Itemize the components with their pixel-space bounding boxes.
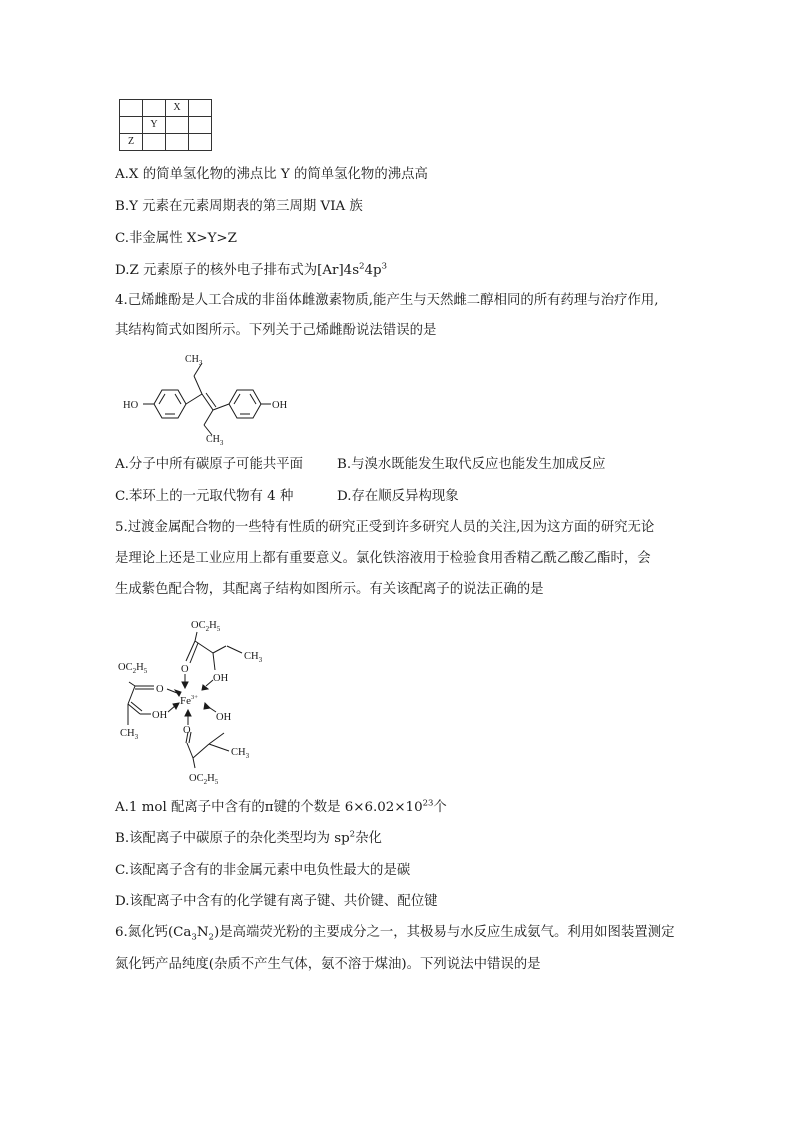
alkene-bond: [202, 394, 213, 410]
q5-option-a-exp: 23: [422, 798, 434, 809]
q5-o-bottom: O: [183, 725, 191, 736]
q5-oc2h5-top: $OC_2H_5$: [191, 620, 221, 633]
q4-bonds: [143, 363, 271, 435]
q3-option-b: B.Y 元素在元素周期表的第三周期 VIA 族: [115, 199, 363, 214]
q6-stem-sub2: 2: [208, 932, 214, 943]
grid-cell: [120, 117, 143, 134]
q4-option-d: D.存在顺反异构现象: [337, 489, 459, 504]
q4-ch3-bottom-label: $CH_3$: [206, 434, 224, 445]
right-ring-inner-bond: [234, 394, 240, 404]
q5-oc2h5-bottom: $OC_2H_5$: [189, 773, 219, 786]
q5-option-d: D.该配离子中含有的化学键有离子键、共价键、配位键: [115, 894, 438, 909]
q3-option-d-text: D.Z 元素原子的核外电子排布式为[Ar]4s: [115, 263, 360, 278]
q5-option-a-post: 个: [433, 800, 447, 815]
q6-stem-sub1: 3: [191, 932, 197, 943]
q5-oh-left: OH: [152, 710, 168, 721]
q4-option-b: B.与溴水既能发生取代反应也能发生加成反应: [337, 457, 606, 472]
q4-ch3-top-label: $CH_3$: [185, 354, 203, 367]
q5-option-a-pi: π: [264, 800, 274, 815]
q5-option-b-post: 杂化: [355, 831, 382, 846]
q6-stem-line1: [115, 924, 674, 942]
q5-o-left: O: [156, 684, 164, 695]
left-chain-bond: [128, 686, 135, 704]
q5-structure-diagram: [113, 608, 293, 790]
periodic-table-grid: [119, 99, 212, 151]
q4-stem-line1: 4.己烯雌酚是人工合成的非甾体雌激素物质,能产生与天然雌二醇相同的所有药理与治疗作用,: [115, 293, 659, 308]
top-co-bond-2: [190, 643, 198, 663]
q5-stem-line2: 是理论上还是工业应用上都有重要意义。氯化铁溶液用于检验食用香精乙酰乙酸乙酯时，会: [115, 551, 651, 566]
coord-arrow-head: [182, 682, 188, 688]
grid-cell: [143, 134, 166, 151]
q4-option-a: A.分子中所有碳原子可能共平面: [115, 457, 304, 472]
grid-cell: [166, 117, 189, 134]
grid-cell: [166, 134, 189, 151]
coord-arrow-head: [202, 685, 208, 690]
q4-ho-label: HO: [123, 400, 139, 411]
grid-cell: Y: [143, 117, 166, 134]
q5-option-b: [115, 830, 382, 848]
q5-ch3-bottom: $CH_3$: [231, 747, 250, 760]
right-ring-inner-bond: [250, 394, 256, 404]
bottom-ethyl-bond: [204, 410, 213, 425]
q5-option-b-pre: B.该配离子中碳原子的杂化类型均为 sp: [115, 831, 350, 846]
coord-arrow-head: [204, 703, 210, 709]
q5-option-c: C.该配离子含有的非金属元素中电负性最大的是碳: [115, 863, 411, 878]
grid-cell: X: [166, 100, 189, 117]
left-chain-bond-2: [128, 704, 140, 714]
q5-oh-top: OH: [213, 673, 229, 684]
left-chain-bond-3: [131, 702, 142, 711]
coord-arrow-head: [173, 703, 179, 709]
top-chain-bond-2: [213, 646, 226, 653]
q4-stem-line2: 其结构简式如图所示。下列关于己烯雌酚说法错误的是: [115, 323, 437, 338]
top-ch3-bond: [227, 646, 242, 653]
top-oet-bond: [195, 632, 197, 641]
q4-options-row2: [115, 488, 459, 506]
q4-option-c: C.苯环上的一元取代物有 4 种: [115, 489, 294, 504]
q5-oh-bottom: OH: [216, 712, 232, 723]
grid-row: [120, 134, 212, 151]
q5-o-top: O: [181, 664, 189, 675]
coord-arrow-head: [185, 710, 191, 716]
q4-options-row1: [115, 456, 606, 474]
grid-row: [120, 117, 212, 134]
left-ring-inner-bond: [159, 394, 165, 404]
q3-option-d-sup1: 2: [359, 261, 365, 272]
q3-option-d: [115, 262, 387, 280]
grid-cell: [189, 134, 212, 151]
q5-ch3-left: $CH_3$: [120, 728, 139, 741]
coord-arrow-top-right: [206, 680, 213, 686]
left-oet-bond: [129, 682, 135, 686]
bottom-oet-bond: [193, 758, 195, 768]
q5-stem-line1: 5.过渡金属配合物的一些特有性质的研究正受到许多研究人员的关注,因为这方面的研究无论: [115, 520, 655, 535]
bottom-chain-bond-3: [209, 733, 224, 744]
q5-option-a-mid: 键的个数是 6×6.02×10: [273, 800, 423, 815]
q5-oc2h5-left: $OC_2H_5$: [118, 662, 148, 675]
grid-cell: [189, 100, 212, 117]
top-ethyl-bond: [194, 376, 202, 394]
q5-fe-center: $Fe^{3+}$: [180, 694, 198, 707]
q5-option-a-pre: A.1 mol 配离子中含有的: [115, 800, 265, 815]
grid-cell: Z: [120, 134, 143, 151]
q6-stem-line2: 氮化钙产品纯度(杂质不产生气体，氨不溶于煤油)。下列说法中错误的是: [115, 957, 541, 972]
left-ring-inner-bond: [175, 394, 181, 404]
q3-option-d-sup2: 3: [381, 261, 388, 272]
top-chain-bond: [195, 641, 213, 653]
bottom-ch3-bond: [209, 744, 229, 751]
grid-cell: [120, 100, 143, 117]
q6-stem-post: )是高端荧光粉的主要成分之一，其极易与水反应生成氨气。利用如图装置测定: [213, 925, 675, 940]
q5-ch3-top: $CH_3$: [244, 651, 263, 664]
q5-option-a: [115, 799, 447, 817]
q4-structure-diagram: [115, 350, 305, 445]
bottom-chain-bond: [187, 743, 193, 758]
q4-oh-label: OH: [272, 400, 288, 411]
q3-option-d-mid: 4p: [364, 263, 382, 278]
bottom-chain-bond-2: [193, 744, 209, 758]
grid-cell: [143, 100, 166, 117]
q5-stem-line3: 生成紫色配合物，其配离子结构如图所示。有关该配离子的说法正确的是: [115, 582, 544, 597]
q6-stem-mid: N: [196, 925, 209, 940]
ring-c1-bond: [186, 394, 202, 404]
grid-cell: [189, 117, 212, 134]
grid-row: [120, 100, 212, 117]
top-c-oh-bond: [213, 653, 215, 670]
q3-option-a: A.X 的简单氢化物的沸点比 Y 的简单氢化物的沸点高: [115, 167, 428, 182]
q6-stem-pre: 6.氮化钙(Ca: [115, 925, 192, 940]
alkene-bond-2: [206, 393, 216, 407]
q5-option-b-sup: 2: [349, 829, 356, 840]
top-co-bond: [186, 641, 195, 661]
q3-option-c: C.非金属性 X>Y>Z: [115, 231, 237, 246]
